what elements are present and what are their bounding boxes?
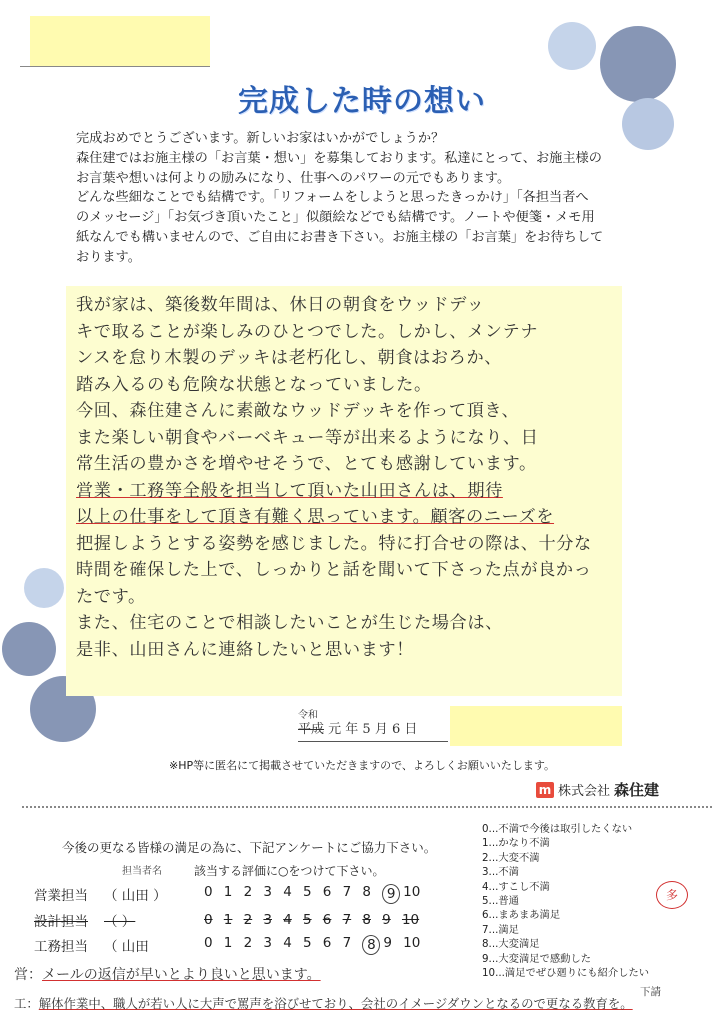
comment-note: 下請 — [640, 986, 661, 998]
intro-line: どんな些細なことでも結構です。「リフォームをしようと思ったきっかけ」「各担当者へ — [76, 190, 589, 206]
letter-line: 把握しようとする姿勢を感じました。特に打合せの際は、十分な — [76, 533, 592, 554]
legend-item: 9...大変満足で感動した — [482, 952, 592, 965]
page-title: 完成した時の想い — [238, 84, 486, 119]
intro-line: のメッセージ」「お気づき頂いたこと」似顔絵などでも結構です。ノートや便箋・メモ用 — [76, 210, 595, 226]
letter-line: キで取ることが楽しみのひとつでした。しかし、メンテナ — [76, 321, 539, 342]
row-name: （ 山田 ） — [104, 888, 167, 904]
rating-option[interactable]: 0 — [204, 912, 213, 928]
survey-intro: 今後の更なる皆様の満足の為に、下記アンケートにご協力下さい。 — [62, 840, 437, 855]
rating-option[interactable]: 8 — [362, 884, 371, 900]
signature-highlight-box — [450, 706, 622, 746]
rating-scale — [204, 912, 422, 928]
dotted-divider — [22, 806, 712, 808]
rating-option[interactable]: 5 — [302, 884, 312, 900]
letter-line: 今回、森住建さんに素敵なウッドデッキを作って頂き、 — [76, 401, 520, 421]
rating-option[interactable]: 8 — [362, 912, 371, 928]
legend-item: 10...満足でぜひ廻りにも紹介したい — [482, 967, 650, 980]
intro-line: 紙なんでも構いませんので、ご自由にお書き下さい。お施主様の「お言葉」をお待ちして — [76, 229, 604, 245]
company-mark — [536, 779, 659, 800]
row-label: 営業担当 — [34, 888, 88, 904]
rating-option[interactable]: 0 — [204, 935, 213, 951]
rating-option[interactable]: 2 — [243, 912, 253, 928]
rating-option[interactable]: 0 — [204, 884, 213, 900]
rating-row-sales — [34, 883, 423, 905]
rating-option[interactable]: 10 — [401, 912, 420, 928]
legend-item: 2...大変不満 — [482, 851, 540, 864]
comment-prefix: 営： — [14, 967, 42, 983]
rating-option[interactable]: 9 — [383, 935, 392, 951]
intro-line: 完成おめでとうございます。新しいお家はいかがでしょうか？ — [76, 131, 445, 146]
letter-line: 時間を確保した上で、しっかりと話を聞いて下さった点が良かっ — [76, 560, 592, 580]
date — [298, 710, 418, 737]
date-era-handwritten: 令和 — [298, 710, 318, 721]
comment-sales — [14, 964, 321, 984]
rating-option[interactable]: 6 — [322, 912, 332, 928]
rating-option[interactable]: 6 — [322, 884, 332, 900]
approval-stamp: 多 — [656, 881, 688, 909]
top-rule — [20, 66, 210, 67]
comment-prefix: 工： — [14, 996, 39, 1011]
rating-option[interactable]: 7 — [342, 935, 352, 951]
legend-item: 4...すこし不満 — [482, 880, 550, 893]
rating-option-selected[interactable]: 9 — [382, 884, 400, 904]
rating-option[interactable]: 9 — [382, 912, 391, 928]
company-logo-icon: m — [536, 782, 554, 798]
rating-option[interactable]: 3 — [263, 935, 272, 951]
hp-notice: ※HP等に匿名にて掲載させていただきますので、よろしくお願いいたします。 — [168, 759, 556, 772]
rating-option[interactable]: 7 — [342, 912, 352, 928]
legend-item: 0...不満で今後は取引したくない — [482, 823, 633, 835]
rating-row-design — [34, 909, 422, 931]
decor-circle — [2, 622, 56, 676]
date-text: 元 年 5 月 6 日 — [328, 722, 418, 737]
company-name: 森住建 — [614, 781, 660, 799]
letter-line: 営業・工務等全般を担当して頂いた山田さんは、期待 — [76, 480, 503, 501]
comment-construction — [14, 994, 633, 1012]
intro-text — [76, 129, 656, 268]
letter-line: また、住宅のことで相談したいことが生じた場合は、 — [76, 613, 503, 633]
rating-option[interactable]: 1 — [223, 884, 233, 900]
intro-line: 森住建ではお施主様の「お言葉・想い」を募集しております。私達にとって、お施主様の — [76, 150, 602, 166]
letter-line: 是非、山田さんに連絡したいと思います！ — [76, 639, 414, 660]
row-label: 工務担当 — [34, 939, 88, 955]
rating-scale — [204, 884, 423, 904]
row-label: 設計担当 — [34, 914, 88, 930]
rating-option[interactable]: 2 — [243, 884, 253, 900]
legend-item: 5...普通 — [482, 895, 519, 908]
letter-line: 我が家は、築後数年間は、休日の朝食をウッドデッ — [76, 295, 485, 315]
row-name: （ 山田 — [104, 939, 149, 955]
rating-option[interactable]: 4 — [283, 912, 292, 928]
rating-option[interactable]: 10 — [403, 884, 421, 900]
rating-option[interactable]: 7 — [342, 884, 352, 900]
rating-row-construction — [34, 934, 423, 956]
rating-option[interactable]: 5 — [302, 935, 312, 951]
date-underline — [298, 741, 448, 742]
legend-item: 8...大変満足 — [482, 938, 540, 951]
rating-option-selected[interactable]: 8 — [362, 935, 380, 955]
rating-option[interactable]: 3 — [263, 884, 272, 900]
legend-item: 1...かなり不満 — [482, 837, 550, 850]
intro-line: おります。 — [76, 249, 141, 265]
handwritten-letter — [76, 292, 616, 663]
rating-option[interactable]: 3 — [263, 912, 272, 928]
rating-option[interactable]: 4 — [283, 935, 292, 951]
letter-line: 以上の仕事をして頂き有難く思っています。顧客のニーズを — [76, 507, 555, 527]
rating-option[interactable]: 5 — [302, 912, 312, 928]
legend-item: 7...満足 — [482, 923, 519, 936]
letter-line: 踏み入るのも危険な状態となっていました。 — [76, 374, 432, 395]
comment-text: 解体作業中、職人が若い人に大声で罵声を浴びせており、会社のイメージダウンとなるので更なる教育を。 — [38, 996, 633, 1011]
rating-option[interactable]: 2 — [243, 935, 253, 951]
letter-line: 常生活の豊かさを増やせそうで、とても感謝しています。 — [76, 454, 537, 474]
intro-line: お言葉や想いは何よりの励みになり、仕事へのパワーの元でもあります。 — [76, 170, 511, 186]
comment-text: メールの返信が早いとより良いと思います。 — [42, 967, 321, 983]
name-highlight-box — [30, 16, 210, 66]
rating-option[interactable]: 1 — [223, 935, 233, 951]
rating-scale — [204, 935, 423, 955]
legend-item: 6...まあまあ満足 — [482, 909, 561, 922]
survey-instruction: 該当する評価に○をつけて下さい。 — [194, 864, 385, 878]
rating-option[interactable]: 10 — [403, 935, 421, 951]
decor-circle — [24, 568, 64, 608]
rating-option[interactable]: 4 — [283, 884, 292, 900]
legend-item: 3...不満 — [482, 866, 519, 879]
decor-circle — [548, 22, 596, 70]
company-prefix: 株式会社 — [558, 784, 611, 799]
row-name: （ ） — [104, 914, 136, 930]
rating-option[interactable]: 6 — [322, 935, 332, 951]
rating-option[interactable]: 1 — [223, 912, 233, 928]
person-header: 担当者名 — [122, 866, 162, 877]
letter-line: また楽しい朝食やバーベキュー等が出来るようになり、日 — [76, 427, 539, 448]
letter-line: たです。 — [76, 586, 146, 607]
letter-line: ンスを怠り木製のデッキは老朽化し、朝食はおろか、 — [76, 348, 503, 368]
date-era-printed: 平成 — [298, 722, 325, 737]
